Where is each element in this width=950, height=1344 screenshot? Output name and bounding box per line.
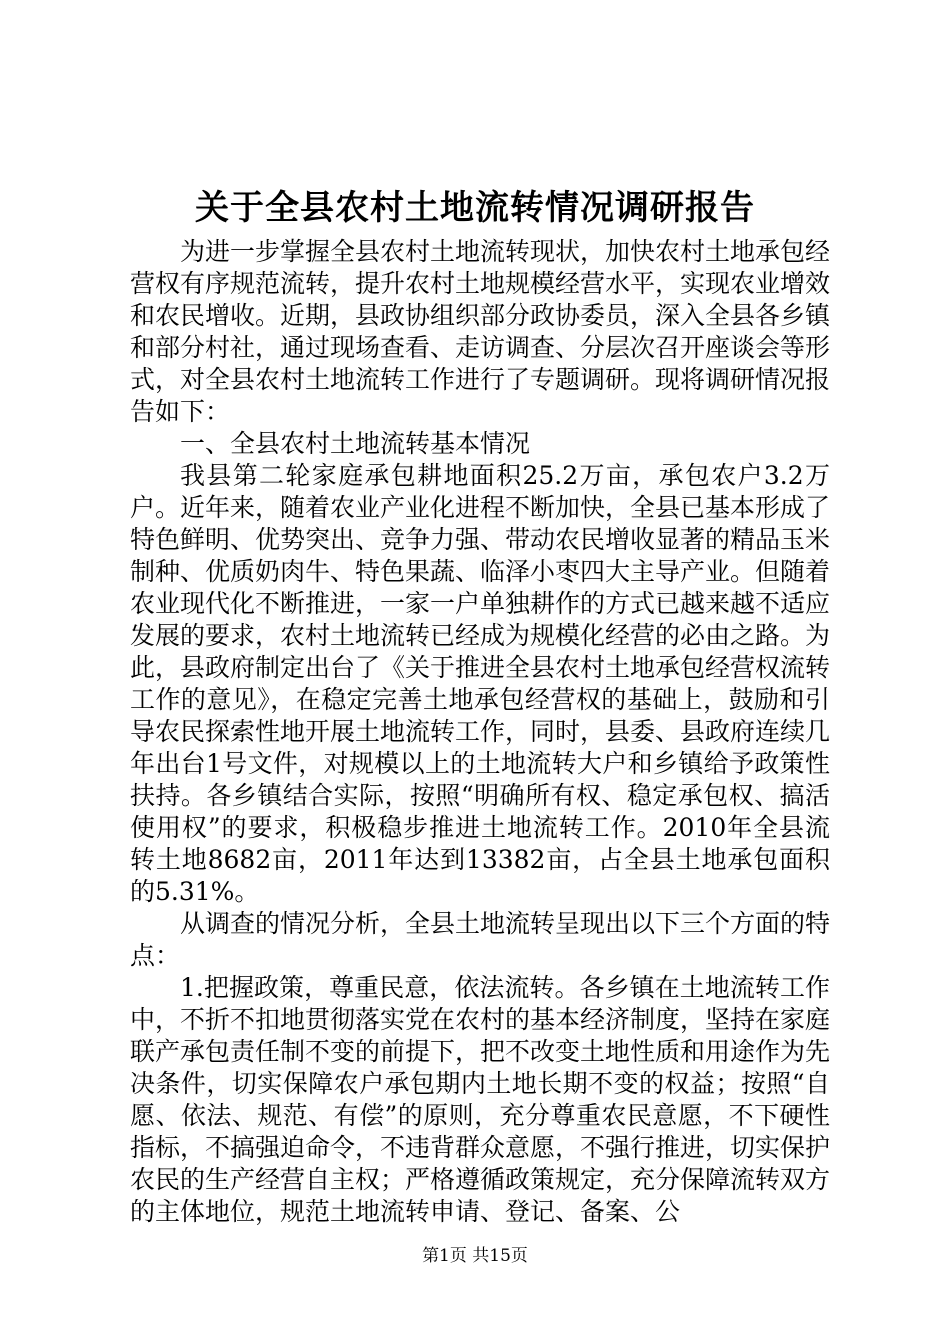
document-title: 关于全县农村土地流转情况调研报告: [195, 188, 755, 228]
section-heading-1: 一、全县农村土地流转基本情况: [180, 429, 531, 458]
document-body: [130, 236, 830, 1228]
paragraph-features-intro: 从调查的情况分析，全县土地流转呈现出以下三个方面的特点：: [130, 909, 831, 970]
paragraph-basic-situation: 我县第二轮家庭承包耕地面积25.2万亩，承包农户3.2万户。近年来，随着农业产业化进程不断加快，全县已基本形成了特色鲜明、优势突出、竞争力强、带动农民增收显著的精品玉米制种、优质奶肉牛、特色果蔬、临泽小枣四大主导产业。但随着农业现代化不断推进，一家一户单独耕作的方式已越来越不适应发展的要求，农村土地流转已经成为规模化经营的必由之路。为此，县政府制定出台了《关于推进全县农村土地承包经营权流转工作的意见》，在稳定完善土地承包经营权的基础上，鼓励和引导农民探索性地开展土地流转工作，同时，县委、县政府连续几年出台1号文件，对规模以上的土地流转大户和乡镇给予政策性扶持。各乡镇结合实际，按照“明确所有权、稳定承包权、搞活使用权”的要求，积极稳步推进土地流转工作。2010年全县流转土地8682亩，2011年达到13382亩，占全县土地承包面积的5.31%。: [130, 461, 831, 906]
paragraph-feature-1: 1.把握政策，尊重民意，依法流转。各乡镇在土地流转工作中，不折不扣地贯彻落实党在农村的基本经济制度，坚持在家庭联产承包责任制不变的前提下，把不改变土地性质和用途作为先决条件，切实保障农户承包期内土地长期不变的权益；按照“自愿、依法、规范、有偿”的原则，充分尊重农民意愿，不下硬性指标，不搞强迫命令，不违背群众意愿，不强行推进，切实保护农民的生产经营自主权；严格遵循政策规定，充分保障流转双方的主体地位，规范土地流转申请、登记、备案、公: [130, 973, 831, 1226]
paragraph-intro: 为进一步掌握全县农村土地流转现状，加快农村土地承包经营权有序规范流转，提升农村土地规模经营水平，实现农业增效和农民增收。近期，县政协组织部分政协委员，深入全县各乡镇和部分村社，通过现场查看、走访调查、分层次召开座谈会等形式，对全县农村土地流转工作进行了专题调研。现将调研情况报告如下：: [130, 237, 831, 426]
page-footer: 第1页 共15页: [422, 1246, 528, 1266]
